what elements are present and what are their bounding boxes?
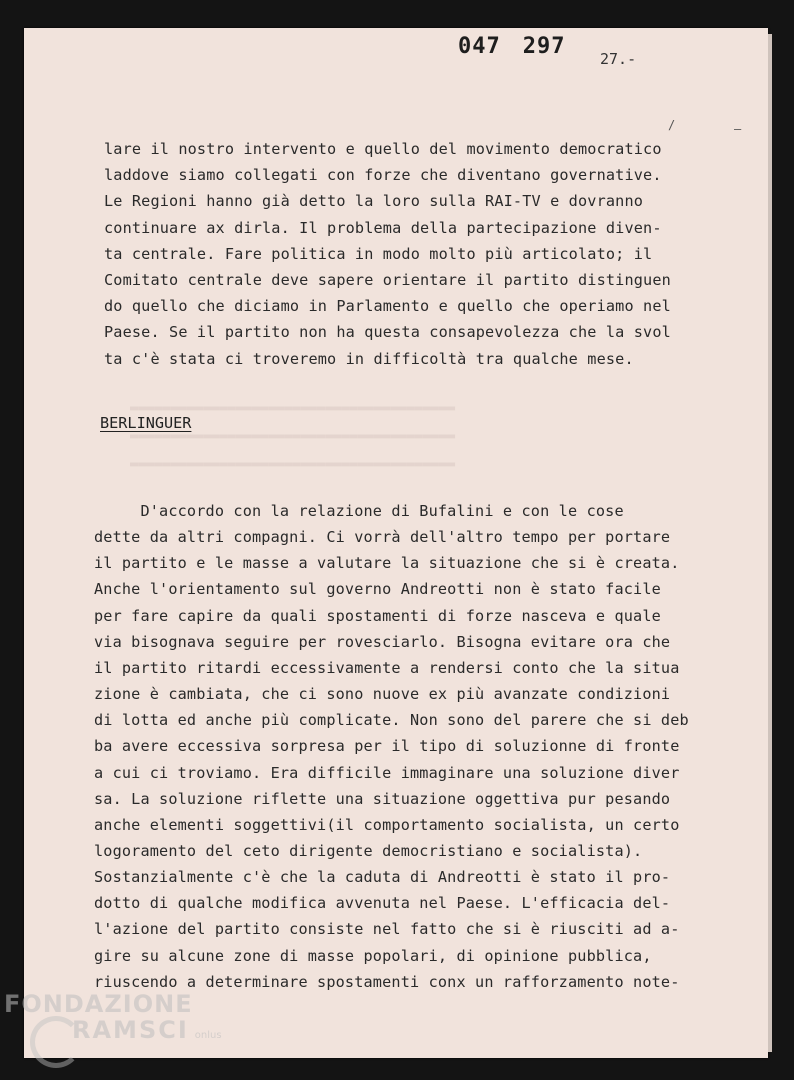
text-line: anche elementi soggettivi(il comportamento socialista, un certo (94, 815, 680, 834)
text-line: dotto di qualche modifica avvenuta nel Paese. L'efficacia del- (94, 894, 671, 913)
archive-number (458, 34, 566, 59)
archive-number-part1: 047 (458, 34, 501, 59)
text-line: laddove siamo collegati con forze che diventano governative. (104, 166, 662, 185)
text-line: lare il nostro intervento e quello del movimento democratico (104, 140, 662, 158)
text-line: il partito ritardi eccessivamente a rendersi conto che la situa (94, 658, 680, 677)
watermark-g-icon (30, 1016, 82, 1068)
show-through-text: ▬▬▬▬▬▬▬▬▬▬▬▬▬▬▬▬▬▬▬▬▬▬▬▬▬▬▬▬▬▬▬▬▬▬▬▬▬▬▬▬ (130, 456, 456, 472)
text-line: continuare ax dirla. Il problema della partecipazione diven- (104, 218, 662, 237)
pen-mark: – (734, 122, 742, 136)
page-edge (768, 34, 772, 1052)
speaker-name: BERLINGUER (100, 414, 192, 432)
text-line: Sostanzialmente c'è che la caduta di Andreotti è stato il pro- (94, 868, 671, 887)
text-line: di lotta ed anche più complicate. Non sono del parere che si deb (94, 711, 689, 730)
text-line: zione è cambiata, che ci sono nuove ex più avanzate condizioni (94, 685, 671, 704)
text-line: D'accordo con la relazione di Bufalini e con le cose (94, 502, 624, 520)
text-line: l'azione del partito consiste nel fatto che si è riusciti ad a- (94, 920, 680, 939)
text-line: via bisognava seguire per rovesciarlo. Bisogna evitare ora che (94, 632, 671, 651)
text-line: ba avere eccessiva sorpresa per il tipo di soluzionne di fronte (94, 737, 680, 756)
archive-number-part2: 297 (522, 34, 566, 59)
text-line: sa. La soluzione riflette una situazione oggettiva pur pesando (94, 789, 671, 808)
text-line: riuscendo a determinare spostamenti conx un rafforzamento note- (94, 972, 680, 991)
text-line: a cui ci troviamo. Era difficile immaginare una soluzione diver (94, 763, 680, 782)
text-line: Le Regioni hanno già detto la loro sulla RAI-TV e dovranno (104, 192, 644, 211)
text-line: Anche l'orientamento sul governo Andreotti non è stato facile (94, 580, 661, 599)
text-line: il partito e le masse a valutare la situazione che si è creata. (94, 554, 680, 573)
text-line: per fare capire da quali spostamenti di forze nasceva e quale (94, 606, 661, 625)
text-line: Comitato centrale deve sapere orientare il partito distinguen (104, 271, 671, 289)
watermark-line3: onlus (194, 1030, 222, 1041)
text-line: do quello che diciamo in Parlamento e quello che operiamo nel (104, 297, 671, 316)
watermark-line1: FONDAZIONE (4, 990, 193, 1018)
text-line: ta centrale. Fare politica in modo molto più articolato; il (104, 244, 653, 263)
show-through-text: ▬▬▬▬▬▬▬▬▬▬▬▬▬▬▬▬▬▬▬▬▬▬▬▬▬▬▬▬▬▬▬▬▬▬▬▬▬▬▬▬ (130, 428, 456, 444)
text-line: Paese. Se il partito non ha questa consapevolezza che la svol (104, 323, 671, 342)
watermark-line2: RAMSCI (72, 1016, 189, 1044)
text-line: logoramento del ceto dirigente democristiano e socialista). (94, 841, 643, 860)
text-line: ta c'è stata ci troveremo in difficoltà tra qualche mese. (104, 349, 634, 368)
page-number: 27.- (600, 50, 637, 68)
pen-mark: / (668, 118, 676, 132)
show-through-text: ▬▬▬▬▬▬▬▬▬▬▬▬▬▬▬▬▬▬▬▬▬▬▬▬▬▬▬▬▬▬▬▬▬▬▬▬▬▬▬▬ (130, 400, 456, 416)
text-line: gire su alcune zone di masse popolari, di opinione pubblica, (94, 946, 652, 965)
text-line: dette da altri compagni. Ci vorrà dell'altro tempo per portare (94, 528, 671, 547)
